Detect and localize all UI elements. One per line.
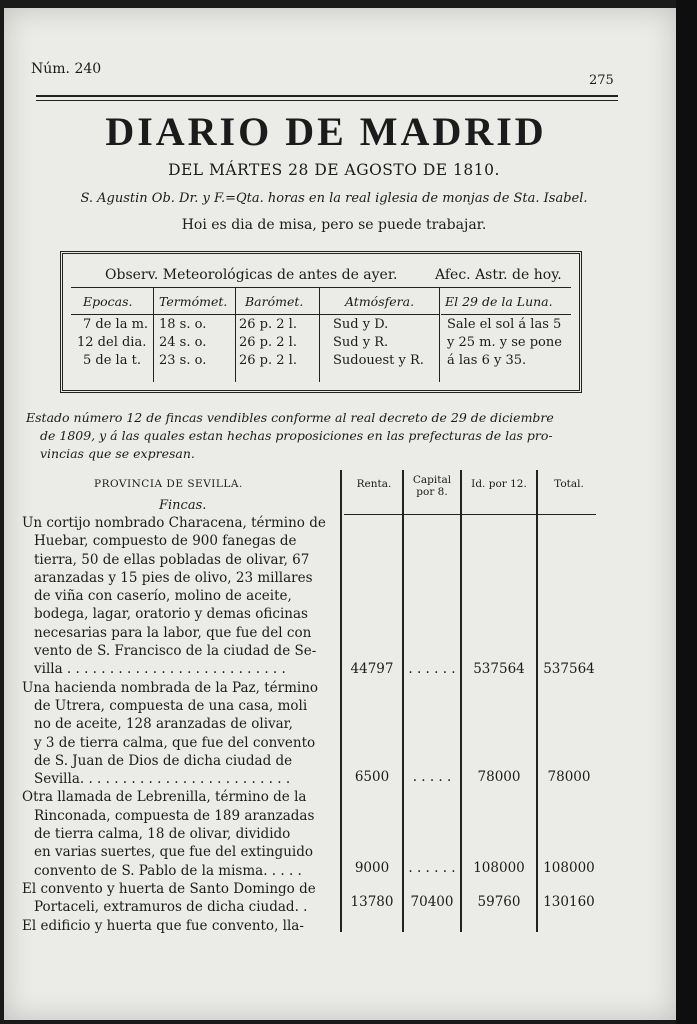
entry-line: en varias suertes, que fue del extinguido xyxy=(34,844,313,861)
entry-line: Huebar, compuesto de 900 fanegas de xyxy=(34,533,297,550)
column-rule xyxy=(340,470,342,932)
entry-line: villa . . . . . . . . . . . . . . . . . . . . . . . . . . xyxy=(34,661,286,678)
weather-cell-barometro: 26 p. 2 l. xyxy=(239,335,297,350)
masthead-title: DIARIO DE MADRID xyxy=(105,109,547,154)
entry-line: no de aceite, 128 aranzadas de olivar, xyxy=(34,716,293,733)
weather-cell-atmosfera: Sudouest y R. xyxy=(333,353,424,368)
entry-line: convento de S. Pablo de la misma. . . . . xyxy=(34,862,302,879)
entry-line: y 3 de tierra calma, que fue del convento xyxy=(34,734,316,751)
entry-line: necesarias para la labor, que fue del con xyxy=(34,624,312,641)
value-id: 108000 xyxy=(473,860,525,876)
entry-line: vento de S. Francisco de la ciudad de Se- xyxy=(34,643,317,660)
entry-line: de S. Juan de Dios de dicha ciudad de xyxy=(34,752,293,769)
weather-cell-termometro: 23 s. o. xyxy=(159,353,207,368)
entry-line: bodega, lagar, oratorio y demas oficinas xyxy=(34,606,308,623)
weather-cell-barometro: 26 p. 2 l. xyxy=(239,317,297,332)
weather-cell-epoca: 12 del dia. xyxy=(77,335,147,350)
value-capital: 70400 xyxy=(410,894,454,910)
value-id: 78000 xyxy=(477,769,521,785)
weather-cell-atmosfera: Sud y R. xyxy=(333,335,389,350)
value-total: 130160 xyxy=(543,894,595,910)
saint-line: S. Agustin Ob. Dr. y F.=Qta. horas en la real iglesia de monjas de Sta. Isabel. xyxy=(80,191,588,206)
value-renta: 6500 xyxy=(354,769,390,785)
luna-line: á las 6 y 35. xyxy=(447,353,527,368)
entry-line: aranzadas y 15 pies de olivo, 23 millares xyxy=(34,569,313,586)
value-total: 108000 xyxy=(543,860,595,876)
weather-col-divider xyxy=(319,287,320,382)
entry-line: de Utrera, compuesta de una casa, moli xyxy=(34,697,308,714)
entry-line: Una hacienda nombrada de la Paz, término xyxy=(22,679,319,696)
header-capital-line2: por 8. xyxy=(416,486,448,498)
value-renta: 13780 xyxy=(350,894,394,910)
value-capital: . . . . . . xyxy=(408,661,456,677)
weather-cell-epoca: 7 de la m. xyxy=(83,317,149,332)
weather-cell-epoca: 5 de la t. xyxy=(83,353,141,368)
weather-cell-termometro: 18 s. o. xyxy=(159,317,207,332)
col-atmosfera: Atmósfera. xyxy=(345,294,415,309)
entry-line: El convento y huerta de Santo Domingo de xyxy=(22,880,316,897)
weather-cell-barometro: 26 p. 2 l. xyxy=(239,353,297,368)
weather-col-divider xyxy=(235,287,236,382)
weather-title: Observ. Meteorológicas de antes de ayer. xyxy=(105,267,398,283)
weather-cell-atmosfera: Sud y D. xyxy=(333,317,389,332)
col-termometro: Termómet. xyxy=(159,294,228,309)
entry-line: Rinconada, compuesta de 189 aranzadas xyxy=(34,807,315,824)
entry-line: Portaceli, extramuros de dicha ciudad. . xyxy=(34,899,308,916)
col-epocas: Epocas. xyxy=(83,294,133,309)
astro-title: Afec. Astr. de hoy. xyxy=(435,267,562,283)
weather-col-divider xyxy=(153,287,154,382)
title-rule-thin xyxy=(36,100,618,101)
mass-line: Hoi es dia de misa, pero se puede trabajar. xyxy=(181,217,487,233)
header-total: Total. xyxy=(554,478,584,490)
date-line: DEL MÁRTES 28 DE AGOSTO DE 1810. xyxy=(168,161,500,179)
entry-line: Otra llamada de Lebrenilla, término de la xyxy=(22,789,307,806)
luna-line: y 25 m. y se pone xyxy=(447,335,562,350)
value-total: 537564 xyxy=(543,661,595,677)
header-id: Id. por 12. xyxy=(471,478,527,490)
fincas-entries xyxy=(22,514,340,935)
weather-col-divider xyxy=(439,287,440,382)
weather-box xyxy=(60,251,582,393)
weather-subheader-rule xyxy=(71,314,439,315)
entry-line: Un cortijo nombrado Characena, término de xyxy=(22,515,326,531)
value-capital: . . . . . . xyxy=(408,860,456,876)
estado-line: de 1809, y á las quales estan hechas proposiciones en las prefecturas de las pro- xyxy=(40,428,553,443)
weather-cell-termometro: 24 s. o. xyxy=(159,335,207,350)
luna-subheader-rule xyxy=(441,314,571,315)
weather-header-rule xyxy=(71,287,571,288)
value-renta: 9000 xyxy=(354,860,390,876)
issue-number: Núm. 240 xyxy=(31,61,102,77)
newspaper-page xyxy=(4,8,676,1020)
fincas-label: Fincas. xyxy=(159,498,207,513)
entry-line: tierra, 50 de ellas pobladas de olivar, 67 xyxy=(34,551,310,568)
value-total: 78000 xyxy=(547,769,591,785)
entry-line: El edificio y huerta que fue convento, lla- xyxy=(22,917,304,934)
value-capital: . . . . . xyxy=(412,769,452,785)
estado-line: Estado número 12 de fincas vendibles conforme al real decreto de 29 de diciembre xyxy=(26,410,554,425)
entry-line: de viña con caserío, molino de aceite, xyxy=(34,588,292,605)
entry-line: Sevilla. . . . . . . . . . . . . . . . . . . . . . . . . xyxy=(34,771,291,788)
col-luna: El 29 de la Luna. xyxy=(445,294,553,309)
value-renta: 44797 xyxy=(350,661,394,677)
scan-dark-edge xyxy=(676,0,697,1024)
value-id: 59760 xyxy=(477,894,521,910)
header-capital-line1: Capital xyxy=(412,474,452,486)
header-capital xyxy=(404,474,460,498)
header-renta: Renta. xyxy=(356,478,392,490)
header-underline xyxy=(344,514,596,515)
entry-line: de tierra calma, 18 de olivar, dividido xyxy=(34,826,291,843)
page-number: 275 xyxy=(589,73,614,88)
title-rule-thick xyxy=(36,95,618,97)
province-heading: PROVINCIA DE SEVILLA. xyxy=(94,478,243,490)
luna-line: Sale el sol á las 5 xyxy=(447,317,562,332)
value-id: 537564 xyxy=(473,661,525,677)
estado-intro xyxy=(26,409,616,463)
col-barometro: Barómet. xyxy=(245,294,304,309)
estado-line: vincias que se expresan. xyxy=(40,446,195,461)
